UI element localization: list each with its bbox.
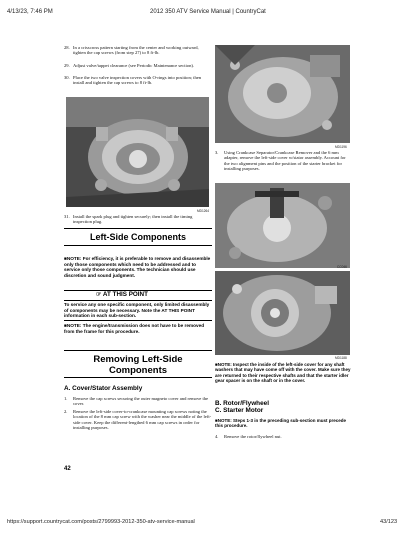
- photo-code: MD1188: [335, 356, 347, 360]
- print-datetime: 4/13/23, 7:46 PM: [7, 9, 53, 15]
- divider: [64, 320, 212, 321]
- removing-title-banner: Removing Left-Side Components: [64, 350, 212, 378]
- separator-tool-photo: [215, 183, 350, 268]
- photo-code: CC046: [337, 265, 347, 269]
- step-text: Using Crankcase Separator/Crankcase Remover and the 6 mm adapter, remove the left-side cover w/stator assembly. Account for the two alignment pins and the position of the starter bracket for installing purposes.: [224, 150, 346, 172]
- step-text: Remove the cap screws securing the outer magneto cover and remove the cover.: [73, 396, 209, 407]
- step-text: Remove the rotor/flywheel nut.: [224, 434, 282, 439]
- at-this-point-heading: [96, 291, 186, 298]
- page-url-link[interactable]: https://support.countrycat.com/posts/2799993-2012-350-atv-service-manual: [7, 519, 195, 525]
- step-number: 30.: [64, 75, 70, 80]
- step-number: 28.: [64, 45, 70, 50]
- step-text: Adjust valve/tappet clearance (see Periodic Maintenance section).: [73, 63, 195, 68]
- note-steps-precede: ■NOTE: Steps 1-3 in the preceding sub-section must precede this procedure.: [215, 418, 346, 429]
- subsection-heading-c: C. Starter Motor: [215, 407, 264, 414]
- note-efficiency: ■NOTE: For efficiency, it is preferable to remove and disassemble only those components which need to be addressed and to service only those components. The technician should use discretion and sound judgment.: [64, 256, 211, 278]
- at-this-point-label: AT THIS POINT: [102, 291, 148, 298]
- stator-cover-photo: [215, 271, 350, 355]
- section-title-banner: Left-Side Components: [64, 228, 212, 246]
- step-number: 3.: [215, 150, 219, 155]
- step-number: 31.: [64, 214, 70, 219]
- hand-pointer-icon: ☞: [96, 292, 102, 298]
- crankcase-photo: [215, 45, 350, 143]
- subsection-heading-b: B. Rotor/Flywheel: [215, 400, 269, 407]
- step-text: In a crisscross pattern starting from the center and working outward, tighten the cap screws (from step 27) to 8 ft-lb.: [73, 45, 199, 56]
- step-text: Remove the left-side cover-to-crankcase mounting cap screws noting the location of the 8 mm cap screw with the washer near the middle of the left-side cover. Keep the different-lengthed 6 mm cap screws in order for installing purposes.: [73, 409, 212, 431]
- note-inspect-cover: ■NOTE: Inspect the inside of the left-side cover for any shaft washers that may have come off with the cover. Make sure they are returned to their respective shafts and that the starter idler gear spacer is on the shaft or in the cover.: [215, 362, 351, 384]
- step-number: 1.: [64, 396, 68, 401]
- divider: [64, 300, 212, 301]
- note-engine-frame: ■NOTE: The engine/transmission does not have to be removed from the frame for this procedure.: [64, 323, 205, 334]
- step-text: Place the two valve inspection covers with O-rings into position; then install and tighten the cap screws to 8 ft-lb.: [73, 75, 202, 86]
- print-page-count: 43/123: [380, 519, 398, 525]
- photo-code: MD1196: [335, 145, 347, 149]
- photo-code: MD1264: [197, 209, 210, 213]
- engine-head-photo: [66, 97, 209, 207]
- step-number: 29.: [64, 63, 70, 68]
- print-page-title: 2012 350 ATV Service Manual | CountryCat: [150, 9, 266, 15]
- at-this-point-text: To service any one specific component, only limited disassembly of components may be necessary. Note the AT THIS POINT information in each sub-section.: [64, 302, 210, 319]
- step-number: 2.: [64, 409, 68, 414]
- page-number: 42: [64, 466, 71, 472]
- step-text: Install the spark plug and tighten securely; then install the timing inspection plug.: [73, 214, 193, 225]
- subsection-heading: A. Cover/Stator Assembly: [64, 385, 143, 392]
- step-number: 4.: [215, 434, 219, 439]
